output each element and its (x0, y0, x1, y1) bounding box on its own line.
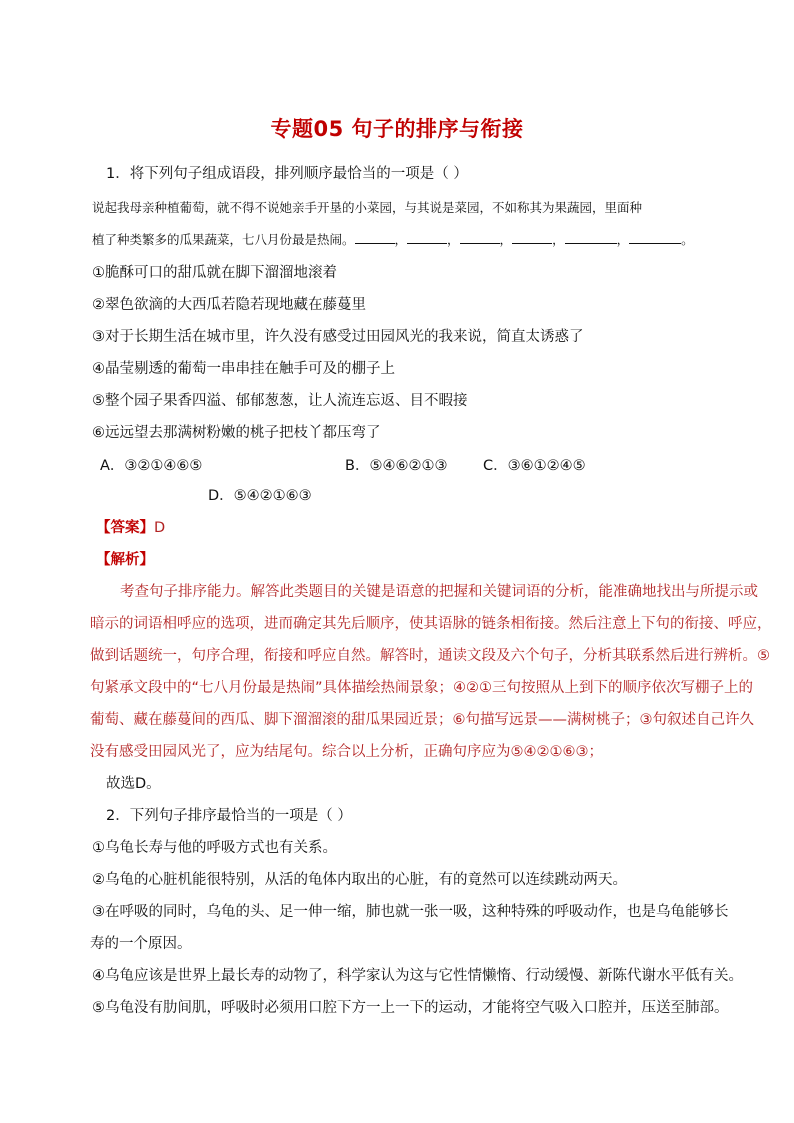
analysis-line-2: 暗示的词语相呼应的选项，进而确定其先后顺序，使其语脉的链条相衔接。然后注意上下句的衔接、呼应， (90, 616, 772, 632)
sentence-6: ⑥远远望去那满树粉嫩的桃子把枝丫都压弯了 (92, 425, 381, 441)
analysis-line-1: 考查句子排序能力。解答此类题目的关键是语意的把握和关键词语的分析，能准确地找出与所提示或 (120, 584, 758, 600)
question-1-passage-line-2: 植了种类繁多的瓜果蔬菜，七八月份最是热闹。 ， ， ， ， ， 。 (92, 232, 694, 247)
sentence-5: ⑤整个园子果香四溢、郁郁葱葱，让人流连忘返、目不暇接 (92, 393, 468, 409)
sentence-1: ①脆酥可口的甜瓜就在脚下溜溜地滚着 (92, 265, 337, 281)
analysis-line-6: 没有感受田园风光了，应为结尾句。综合以上分析，正确句序应为⑤④②①⑥③； (90, 744, 603, 760)
blank-5[interactable] (565, 231, 617, 244)
q2-sentence-4: ④乌龟应该是世界上最长寿的动物了，科学家认为这与它性情懒惰、行动缓慢、新陈代谢水平低有关。 (92, 968, 743, 984)
option-d[interactable]: D．⑤④②①⑥③ (208, 488, 312, 504)
q2-sentence-5: ⑤乌龟没有肋间肌，呼吸时必须用口腔下方一上一下的运动，才能将空气吸入口腔并，压送至肺部。 (92, 1000, 729, 1016)
analysis-line-3: 做到话题统一，句序合理，衔接和呼应自然。解答时，通读文段及六个句子，分析其联系然后进行辨析。⑤ (90, 648, 770, 664)
question-2-stem: 2．下列句子排序最恰当的一项是（ ） (106, 808, 352, 824)
page-title: 专题05 句子的排序与衔接 (270, 117, 524, 141)
blank-4[interactable] (512, 231, 552, 244)
option-b[interactable]: B．⑤④⑥②①③ (345, 458, 448, 474)
analysis-line-5: 葡萄、藏在藤蔓间的西瓜、脚下溜溜滚的甜瓜果园近景；⑥句描写远景——满树桃子；③句叙述自己许久 (90, 712, 754, 728)
question-1-stem: 1．将下列句子组成语段，排列顺序最恰当的一项是（ ） (106, 166, 468, 182)
answer-value: D (154, 520, 166, 536)
answer-label: 【答案】 (96, 520, 154, 536)
option-a[interactable]: A．③②①④⑥⑤ (100, 458, 203, 474)
blank-3[interactable] (460, 231, 500, 244)
q2-sentence-1: ①乌龟长寿与他的呼吸方式也有关系。 (92, 840, 337, 856)
analysis-line-4: 句紧承文段中的“七八月份最是热闹”具体描绘热闹景象；④②①三句按照从上到下的顺序依次写棚子上的 (90, 680, 754, 696)
analysis-label: 【解析】 (96, 552, 154, 568)
answer (96, 518, 736, 538)
option-c[interactable]: C．③⑥①②④⑤ (483, 458, 586, 474)
blank-2[interactable] (407, 231, 447, 244)
q2-sentence-3-cont: 寿的一个原因。 (90, 936, 192, 952)
sentence-3: ③对于长期生活在城市里，许久没有感受过田园风光的我来说，简直太诱惑了 (92, 329, 584, 345)
q2-sentence-2: ②乌龟的心脏机能很特别，从活的龟体内取出的心脏，有的竟然可以连续跳动两天。 (92, 872, 627, 888)
q2-sentence-3: ③在呼吸的同时，乌龟的头、足一伸一缩，肺也就一张一吸，这种特殊的呼吸动作，也是乌龟能够长 (92, 904, 729, 920)
sentence-4: ④晶莹剔透的葡萄一串串挂在触手可及的棚子上 (92, 361, 395, 377)
blank-1[interactable] (355, 231, 395, 244)
blank-6[interactable] (629, 231, 681, 244)
passage-text: 植了种类繁多的瓜果蔬菜，七八月份最是热闹。 (92, 232, 355, 247)
question-1-passage-line-1: 说起我母亲种植葡萄，就不得不说她亲手开垦的小菜园，与其说是菜园，不如称其为果蔬园，里面种 (92, 200, 643, 215)
sentence-2: ②翠色欲滴的大西瓜若隐若现地藏在藤蔓里 (92, 297, 366, 313)
conclusion: 故选D。 (106, 776, 161, 792)
